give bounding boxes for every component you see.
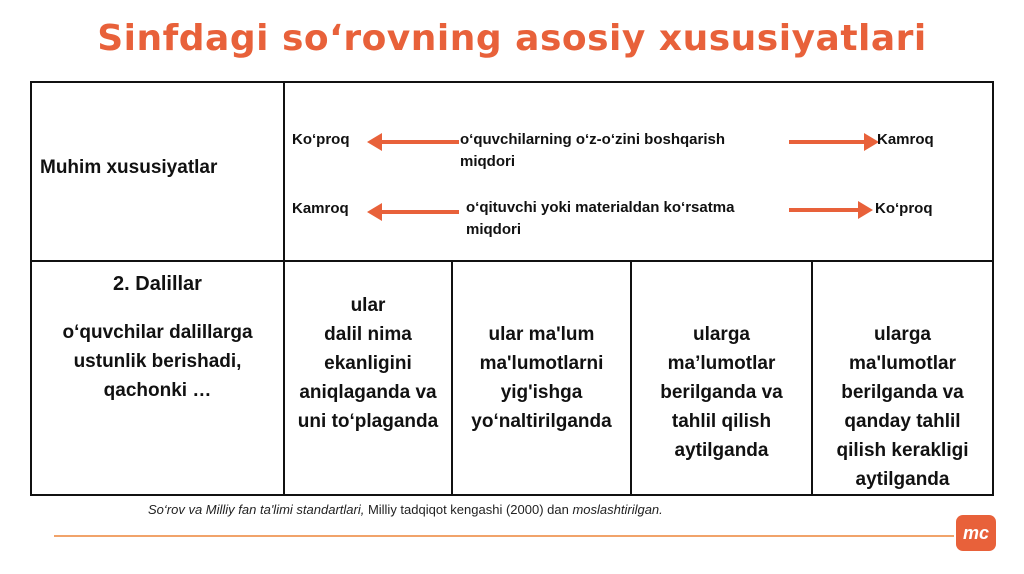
brand-logo-icon: mc — [956, 515, 996, 551]
cell-line: qilish kerakligi — [836, 440, 969, 461]
scale-row1-middle-line2: miqdori — [460, 153, 515, 170]
dalillar-line: qachonki … — [103, 380, 212, 401]
footer-divider — [54, 535, 954, 537]
scale-row1-middle-line1: o‘quvchilarning o‘z-o‘zini boshqarish — [460, 131, 726, 148]
source-citation — [148, 502, 663, 517]
scale-row2-right: Ko‘proq — [875, 200, 933, 217]
cell-line: aytilganda — [855, 469, 950, 490]
cell-line: ma’lumotlar — [667, 353, 776, 374]
features-table — [30, 81, 994, 496]
cell-line: dalil nima — [324, 324, 412, 345]
dalillar-line: o‘quvchilar dalillarga — [62, 322, 253, 343]
level-cell-4 — [811, 260, 994, 496]
arrow-left-icon — [381, 140, 459, 144]
source-italic-end: moslashtirilgan. — [572, 502, 663, 517]
cell-line: uni to‘plaganda — [297, 411, 439, 432]
level-cell-4-text — [817, 320, 988, 494]
level-cell-3-text — [636, 320, 807, 465]
level-cell-2-text — [457, 320, 626, 436]
source-normal-part: Milliy tadqiqot kengashi (2000) dan — [364, 502, 573, 517]
slide-title: Sinfdagi so‘rovning asosiy xususiyatlari — [97, 18, 927, 59]
dalillar-cell — [30, 260, 285, 496]
dalillar-line: ustunlik berishadi, — [73, 351, 242, 372]
cell-line: qanday tahlil — [844, 411, 961, 432]
cell-line: ularga — [692, 324, 751, 345]
cell-line: berilganda va — [841, 382, 964, 403]
header-cell-label: Muhim xususiyatlar — [40, 157, 218, 178]
source-italic-part: So‘rov va Milliy fan ta'limi standartlari, — [148, 502, 365, 517]
level-cell-3 — [630, 260, 813, 496]
cell-line: aniqlaganda va — [299, 382, 437, 403]
scale-row2-middle-line2: miqdori — [466, 221, 521, 238]
dalillar-text — [38, 318, 277, 405]
cell-line: ular ma'lum — [488, 324, 595, 345]
arrow-left-icon — [381, 210, 459, 214]
cell-line: tahlil qilish — [671, 411, 772, 432]
level-cell-2 — [451, 260, 632, 496]
cell-line: ma'lumotlarni — [479, 353, 604, 374]
cell-line: ekanligini — [324, 353, 412, 374]
level-cell-1 — [283, 260, 453, 496]
level-cell-1-text — [289, 291, 447, 436]
cell-line: berilganda va — [660, 382, 783, 403]
continuum-cell — [283, 81, 994, 262]
arrow-right-icon — [789, 208, 859, 212]
header-cell — [30, 81, 285, 262]
scale-row2-left: Kamroq — [292, 200, 349, 217]
scale-row2-middle — [466, 197, 734, 241]
scale-row1-left: Ko‘proq — [292, 131, 350, 148]
scale-row1-right: Kamroq — [877, 131, 934, 148]
cell-line: ma'lumotlar — [849, 353, 956, 374]
cell-line: yig'ishga — [500, 382, 583, 403]
cell-line: yo‘naltirilganda — [471, 411, 612, 432]
arrow-right-icon — [789, 140, 865, 144]
scale-row1-middle — [460, 129, 725, 173]
cell-line: aytilganda — [674, 440, 769, 461]
dalillar-title: 2. Dalillar — [113, 273, 202, 295]
cell-line: ularga — [873, 324, 932, 345]
scale-row2-middle-line1: o‘qituvchi yoki materialdan ko‘rsatma — [466, 199, 735, 216]
cell-line: ular — [350, 295, 386, 316]
